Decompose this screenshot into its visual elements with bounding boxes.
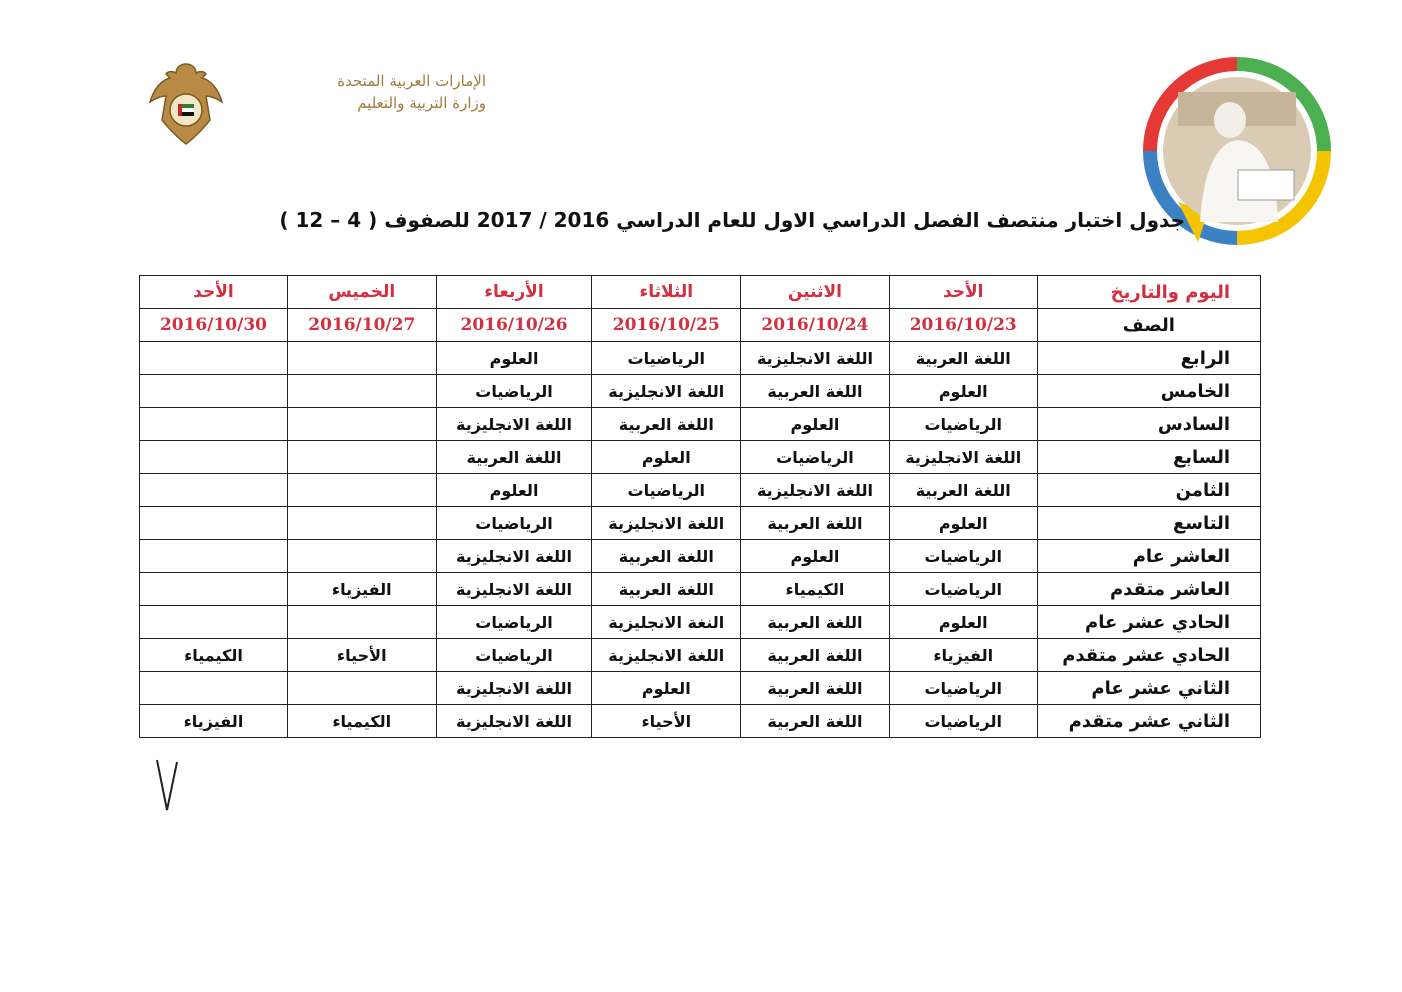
subject-cell: اللغة الانجليزية [889, 441, 1037, 474]
grade-label: الخامس [1037, 375, 1260, 408]
date-header: 2016/10/26 [436, 309, 592, 342]
subject-cell: العلوم [889, 606, 1037, 639]
subject-cell [287, 474, 436, 507]
subject-cell: اللغة العربية [889, 474, 1037, 507]
table-row [140, 672, 1261, 705]
table-row [140, 639, 1261, 672]
grade-label: الثاني عشر عام [1037, 672, 1260, 705]
subject-cell [287, 375, 436, 408]
date-header: 2016/10/24 [741, 309, 890, 342]
table-row [140, 474, 1261, 507]
table-row [140, 342, 1261, 375]
table-row [140, 408, 1261, 441]
day-header: الاثنين [741, 276, 890, 309]
subject-cell: العلوم [889, 507, 1037, 540]
subject-cell: اللغة العربية [741, 705, 890, 738]
date-header: 2016/10/27 [287, 309, 436, 342]
subject-cell: اللغة الانجليزية [436, 540, 592, 573]
subject-cell [287, 672, 436, 705]
subject-cell: العلوم [741, 408, 890, 441]
class-label: الصف [1037, 309, 1260, 342]
subject-cell: العلوم [592, 441, 741, 474]
table-row [140, 573, 1261, 606]
grade-label: العاشر عام [1037, 540, 1260, 573]
date-header: 2016/10/23 [889, 309, 1037, 342]
subject-cell: الفيزياء [140, 705, 288, 738]
table-row [140, 540, 1261, 573]
subject-cell: العلوم [436, 474, 592, 507]
table-row [140, 606, 1261, 639]
day-header-row [140, 276, 1261, 309]
day-header: الخميس [287, 276, 436, 309]
subject-cell: اللغة العربية [741, 672, 890, 705]
subject-cell [287, 408, 436, 441]
subject-cell: العلوم [436, 342, 592, 375]
subject-cell: الرياضيات [889, 573, 1037, 606]
subject-cell: اللغة الانجليزية [436, 672, 592, 705]
subject-cell [287, 441, 436, 474]
exam-schedule-table [139, 275, 1261, 738]
subject-cell: اللغة الانجليزية [592, 507, 741, 540]
subject-cell [140, 375, 288, 408]
subject-cell: الرياضيات [592, 474, 741, 507]
day-header: الثلاثاء [592, 276, 741, 309]
grade-label: الرابع [1037, 342, 1260, 375]
ministry-line2: وزارة التربية والتعليم [357, 94, 486, 112]
table-row [140, 705, 1261, 738]
grade-label: الثامن [1037, 474, 1260, 507]
subject-cell: الأحياء [287, 639, 436, 672]
subject-cell: العلوم [592, 672, 741, 705]
subject-cell: اللغة الانجليزية [741, 474, 890, 507]
subject-cell: اللغة العربية [592, 408, 741, 441]
subject-cell: الكيمياء [741, 573, 890, 606]
subject-cell: اللغة العربية [436, 441, 592, 474]
subject-cell: الكيمياء [287, 705, 436, 738]
subject-cell [140, 672, 288, 705]
corner-label: اليوم والتاريخ [1037, 276, 1260, 309]
subject-cell [140, 474, 288, 507]
subject-cell: اللغة الانجليزية [436, 408, 592, 441]
date-header-row [140, 309, 1261, 342]
day-header: الأحد [140, 276, 288, 309]
subject-cell [140, 606, 288, 639]
subject-cell: اللغة العربية [592, 540, 741, 573]
subject-cell: اللغة العربية [741, 507, 890, 540]
subject-cell [287, 342, 436, 375]
grade-label: الحادي عشر متقدم [1037, 639, 1260, 672]
subject-cell: الرياضيات [436, 606, 592, 639]
subject-cell [140, 441, 288, 474]
subject-cell: اللغة الانجليزية [436, 705, 592, 738]
schedule-title: جدول اختبار منتصف الفصل الدراسي الاول للعام الدراسي 2016 / 2017 للصفوف ( 4 – 12 ) [279, 208, 1185, 232]
subject-cell [140, 573, 288, 606]
grade-label: السادس [1037, 408, 1260, 441]
subject-cell: الرياضيات [889, 705, 1037, 738]
day-header: الأربعاء [436, 276, 592, 309]
table-row [140, 375, 1261, 408]
grade-label: السابع [1037, 441, 1260, 474]
subject-cell [140, 342, 288, 375]
subject-cell: الرياضيات [592, 342, 741, 375]
ministry-line1: الإمارات العربية المتحدة [337, 72, 486, 90]
subject-cell [140, 408, 288, 441]
day-header: الأحد [889, 276, 1037, 309]
date-header: 2016/10/25 [592, 309, 741, 342]
subject-cell: الكيمياء [140, 639, 288, 672]
grade-label: التاسع [1037, 507, 1260, 540]
subject-cell: الرياضيات [436, 507, 592, 540]
subject-cell: الرياضيات [436, 639, 592, 672]
subject-cell: الفيزياء [287, 573, 436, 606]
grade-label: العاشر متقدم [1037, 573, 1260, 606]
subject-cell: الرياضيات [436, 375, 592, 408]
grade-label: الحادي عشر عام [1037, 606, 1260, 639]
subject-cell: اللغة العربية [741, 639, 890, 672]
date-header: 2016/10/30 [140, 309, 288, 342]
subject-cell: اللغة العربية [741, 606, 890, 639]
subject-cell [140, 540, 288, 573]
subject-cell: الفيزياء [889, 639, 1037, 672]
subject-cell: العلوم [741, 540, 890, 573]
subject-cell: النغة الانجليزية [592, 606, 741, 639]
grade-label: الثاني عشر متقدم [1037, 705, 1260, 738]
subject-cell: اللغة الانجليزية [592, 639, 741, 672]
table-row [140, 441, 1261, 474]
subject-cell [287, 540, 436, 573]
subject-cell: اللغة العربية [592, 573, 741, 606]
check-mark-icon [155, 758, 181, 814]
subject-cell: الرياضيات [889, 408, 1037, 441]
subject-cell [287, 507, 436, 540]
subject-cell: الرياضيات [889, 540, 1037, 573]
subject-cell: الرياضيات [741, 441, 890, 474]
subject-cell: اللغة العربية [741, 375, 890, 408]
subject-cell: العلوم [889, 375, 1037, 408]
subject-cell: اللغة الانجليزية [741, 342, 890, 375]
subject-cell: اللغة الانجليزية [436, 573, 592, 606]
subject-cell: اللغة العربية [889, 342, 1037, 375]
table-row [140, 507, 1261, 540]
subject-cell: الأحياء [592, 705, 741, 738]
subject-cell: اللغة الانجليزية [592, 375, 741, 408]
subject-cell [140, 507, 288, 540]
uae-emblem-icon [140, 58, 232, 150]
subject-cell [287, 606, 436, 639]
ministry-name [246, 70, 486, 114]
subject-cell: الرياضيات [889, 672, 1037, 705]
